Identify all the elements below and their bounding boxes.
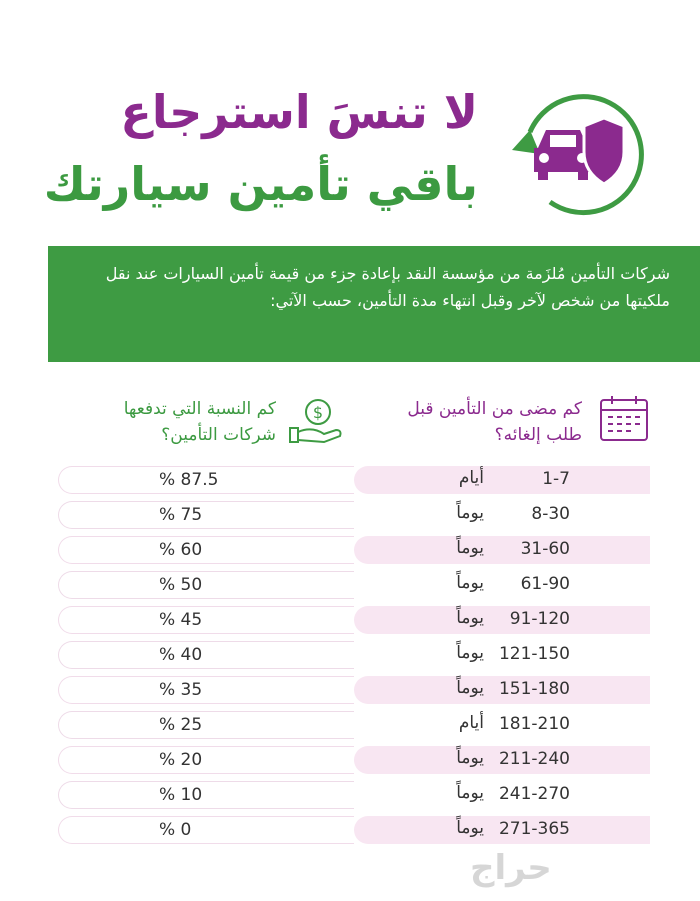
period-cell — [354, 816, 650, 844]
refund-cell — [58, 816, 354, 844]
refund-percent: % 60 — [159, 540, 203, 560]
table-row — [58, 676, 650, 704]
period-cell — [354, 571, 650, 599]
period-unit: يوماً — [456, 678, 484, 698]
period-range: 241-270 — [498, 784, 570, 804]
period-cell — [354, 641, 650, 669]
period-range: 1-7 — [542, 469, 570, 489]
refund-percent: % 40 — [159, 645, 203, 665]
table-row — [58, 571, 650, 599]
period-cell — [354, 676, 650, 704]
period-range: 181-210 — [498, 714, 570, 734]
table-row — [58, 781, 650, 809]
table-row — [58, 501, 650, 529]
period-cell — [354, 536, 650, 564]
table-row — [58, 606, 650, 634]
refund-cell — [58, 676, 354, 704]
period-cell — [354, 781, 650, 809]
period-range: 91-120 — [509, 609, 570, 629]
period-column-header: كم مضى من التأمين قبل طلب إلغائه؟ — [407, 399, 582, 445]
period-range: 61-90 — [520, 574, 570, 594]
period-unit: يوماً — [456, 573, 484, 593]
calendar-icon — [598, 394, 650, 444]
svg-text:$: $ — [312, 403, 324, 422]
period-cell — [354, 466, 650, 494]
refund-percent: % 20 — [159, 750, 203, 770]
period-unit: يوماً — [456, 538, 484, 558]
refund-cell — [58, 746, 354, 774]
period-range: 31-60 — [520, 539, 570, 559]
period-range: 271-365 — [498, 819, 570, 839]
refund-percent: % 50 — [159, 575, 203, 595]
period-range: 151-180 — [498, 679, 570, 699]
period-unit: يوماً — [456, 783, 484, 803]
refund-percent: % 75 — [159, 505, 203, 525]
table-row — [58, 711, 650, 739]
refund-cell — [58, 606, 354, 634]
title-line-2: باقي تأمين سيارتك — [43, 157, 478, 211]
table-row — [58, 466, 650, 494]
title-line-1: لا تنسَ استرجاع — [120, 85, 478, 139]
refund-column-header: كم النسبة التي تدفعها شركات التأمين؟ — [123, 399, 276, 445]
period-unit: أيام — [458, 468, 484, 488]
period-unit: يوماً — [456, 643, 484, 663]
period-unit: أيام — [458, 713, 484, 733]
period-range: 8-30 — [531, 504, 570, 524]
refund-percent: % 25 — [159, 715, 203, 735]
table-row — [58, 536, 650, 564]
period-cell — [354, 606, 650, 634]
period-unit: يوماً — [456, 818, 484, 838]
refund-cell — [58, 466, 354, 494]
car-shield-refresh-icon — [500, 90, 660, 220]
table-row — [58, 641, 650, 669]
period-cell — [354, 501, 650, 529]
info-banner — [48, 246, 700, 362]
refund-table — [58, 466, 650, 851]
refund-cell — [58, 501, 354, 529]
refund-percent: % 87.5 — [159, 470, 219, 490]
refund-cell — [58, 641, 354, 669]
period-cell — [354, 711, 650, 739]
table-row — [58, 816, 650, 844]
refund-percent: % 35 — [159, 680, 203, 700]
period-cell — [354, 746, 650, 774]
refund-percent: % 0 — [159, 820, 192, 840]
refund-cell — [58, 711, 354, 739]
banner-text: شركات التأمين مُلزَمة من مؤسسة النقد بإعادة جزء من قيمة تأمين السيارات عند نقل ملكيتها من شخص لآخر وقبل انتهاء مدة التأمين، حسب الآتي: — [105, 264, 670, 310]
refund-percent: % 10 — [159, 785, 203, 805]
period-unit: يوماً — [456, 503, 484, 523]
period-range: 121-150 — [498, 644, 570, 664]
period-unit: يوماً — [456, 608, 484, 628]
table-row — [58, 746, 650, 774]
hand-money-icon — [284, 396, 344, 446]
period-unit: يوماً — [456, 748, 484, 768]
refund-cell — [58, 536, 354, 564]
watermark-logo: حراج — [470, 848, 552, 888]
period-range: 211-240 — [498, 749, 570, 769]
refund-cell — [58, 571, 354, 599]
refund-percent: % 45 — [159, 610, 203, 630]
refund-cell — [58, 781, 354, 809]
